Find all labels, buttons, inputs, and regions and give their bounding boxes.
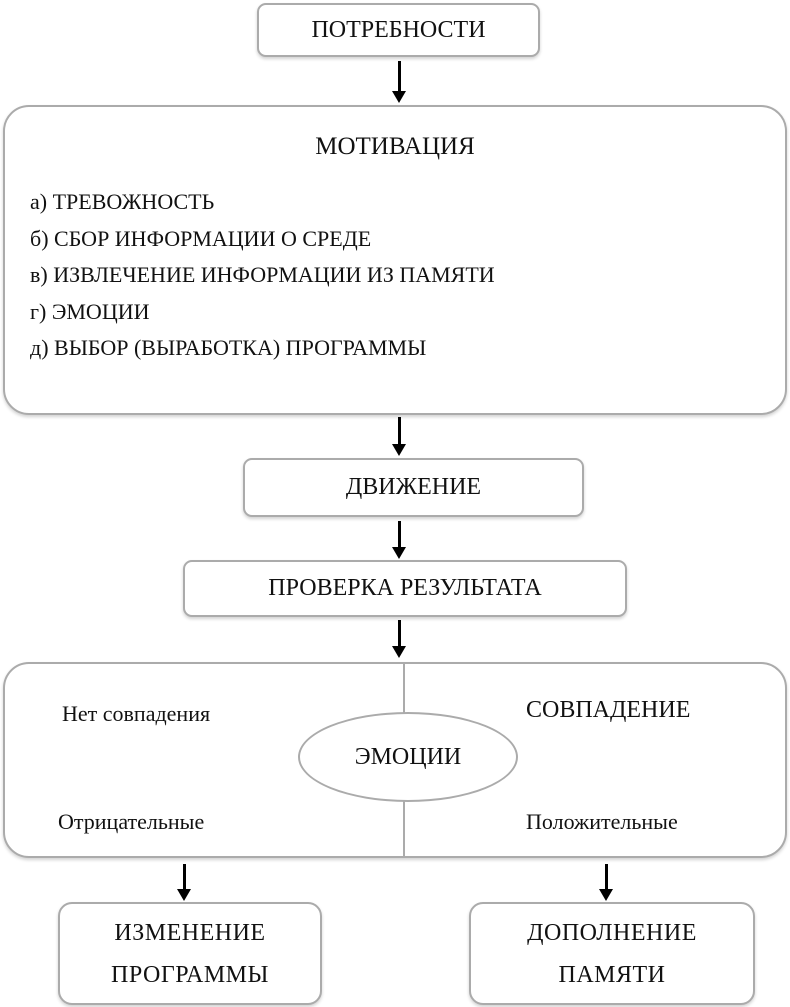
- arrow-head: [392, 444, 406, 456]
- motivation-item: д) ВЫБОР (ВЫРАБОТКА) ПРОГРАММЫ: [30, 335, 427, 361]
- node-movement: [243, 458, 584, 517]
- arrow-shaft: [398, 417, 401, 445]
- node-program-change: [58, 902, 322, 1005]
- arrow-head: [392, 646, 406, 658]
- label-negative: Отрицательные: [58, 809, 205, 834]
- down-arrow-icon: [598, 864, 614, 901]
- node-memory-update-line2: ПАМЯТИ: [558, 961, 666, 988]
- node-memory-update: [469, 902, 755, 1005]
- emotions-label: ЭМОЦИИ: [354, 743, 462, 770]
- down-arrow-icon: [176, 864, 192, 901]
- arrow-head: [177, 889, 191, 901]
- down-arrow-icon: [391, 417, 407, 456]
- arrow-head: [599, 889, 613, 901]
- node-needs-label: ПОТРЕБНОСТИ: [311, 16, 486, 43]
- node-check-result-label: ПРОВЕРКА РЕЗУЛЬТАТА: [268, 575, 542, 601]
- label-positive: Положительные: [526, 809, 678, 834]
- arrow-head: [392, 547, 406, 559]
- motivation-item: б) СБОР ИНФОРМАЦИИ О СРЕДЕ: [30, 225, 372, 251]
- node-program-change-line1: ИЗМЕНЕНИЕ: [114, 919, 266, 946]
- label-match: СОВПАДЕНИЕ: [526, 697, 691, 723]
- emotions-ellipse: [298, 712, 518, 802]
- node-comparison: [3, 662, 787, 858]
- node-program-change-line2: ПРОГРАММЫ: [111, 961, 269, 988]
- motivation-items: [30, 184, 765, 367]
- node-memory-update-line1: ДОПОЛНЕНИЕ: [527, 919, 697, 946]
- down-arrow-icon: [391, 521, 407, 559]
- arrow-shaft: [398, 521, 401, 548]
- node-needs: [257, 3, 540, 57]
- arrow-shaft: [398, 620, 401, 647]
- arrow-head: [392, 91, 406, 103]
- arrow-shaft: [183, 864, 186, 890]
- motivation-item: в) ИЗВЛЕЧЕНИЕ ИНФОРМАЦИИ ИЗ ПАМЯТИ: [30, 262, 495, 288]
- arrow-shaft: [398, 61, 401, 92]
- node-motivation: [3, 105, 787, 415]
- node-check-result: [183, 560, 627, 617]
- down-arrow-icon: [391, 61, 407, 103]
- label-no-match: Нет совпадения: [62, 701, 211, 726]
- motivation-item: г) ЭМОЦИИ: [30, 298, 150, 324]
- arrow-shaft: [605, 864, 608, 890]
- motivation-item: а) ТРЕВОЖНОСТЬ: [30, 189, 215, 214]
- motivation-title: МОТИВАЦИЯ: [315, 133, 475, 160]
- down-arrow-icon: [391, 620, 407, 658]
- node-movement-label: ДВИЖЕНИЕ: [345, 474, 482, 500]
